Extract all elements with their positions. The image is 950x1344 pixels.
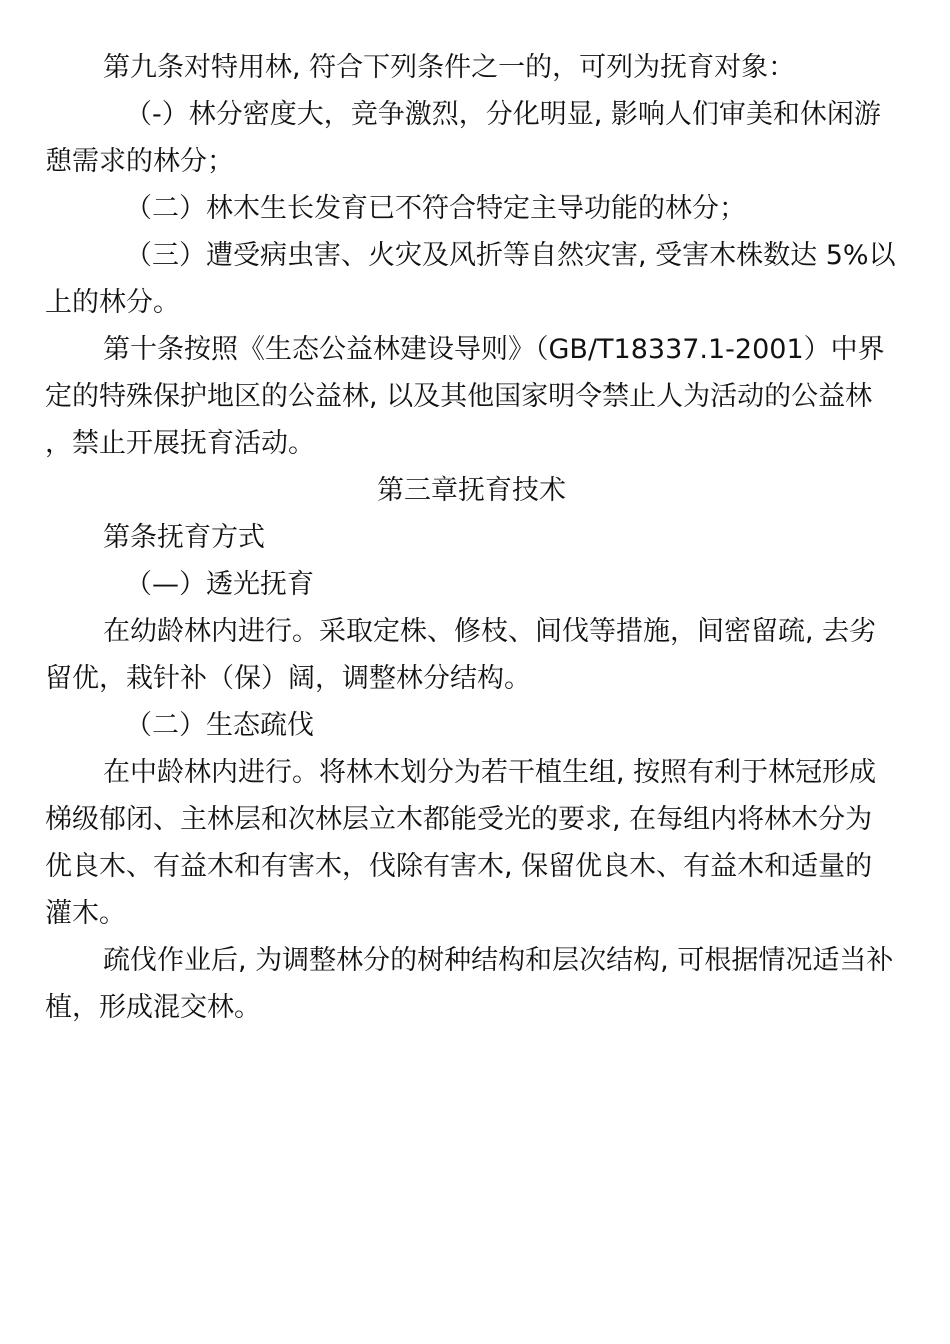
article-9-item-1: （-）林分密度大，竞争激烈，分化明显, 影响人们审美和休闲游憩需求的林分； xyxy=(45,99,881,177)
method-1-title: （—）透光抚育 xyxy=(125,569,314,600)
method-2-title: （二）生态疏伐 xyxy=(125,710,314,741)
tending-methods-heading: 第条抚育方式 xyxy=(103,522,265,553)
article-9-item-3: （三）遭受病虫害、火灾及风折等自然灾害, 受害木株数达 5%以上的林分。 xyxy=(45,240,896,318)
method-1-body: 在幼龄林内进行。采取定株、修枝、间伐等措施，间密留疏, 去劣留优，栽针补（保）阔，调整林分结构。 xyxy=(45,616,877,694)
document-page xyxy=(45,44,898,1031)
method-2-body: 在中龄林内进行。将林木划分为若干植生组, 按照有利于林冠形成梯级郁闭、主林层和次林层立木都能受光的要求, 在每组内将林木分为优良木、有益木和有害木，伐除有害木, 保留优良木、有益木和适量的灌木。 xyxy=(45,757,877,929)
article-9: 第九条对特用林, 符合下列条件之一的，可列为抚育对象： xyxy=(103,52,796,83)
article-10: 第十条按照《生态公益林建设导则》（GB/T18337.1-2001）中界定的特殊保护地区的公益林, 以及其他国家明令禁止人为活动的公益林，禁止开展抚育活动。 xyxy=(45,334,885,459)
article-9-item-2: （二）林木生长发育已不符合特定主导功能的林分； xyxy=(125,193,746,224)
method-2-after: 疏伐作业后, 为调整林分的树种结构和层次结构, 可根据情况适当补植，形成混交林。 xyxy=(45,945,894,1023)
chapter-heading: 第三章抚育技术 xyxy=(377,475,566,506)
